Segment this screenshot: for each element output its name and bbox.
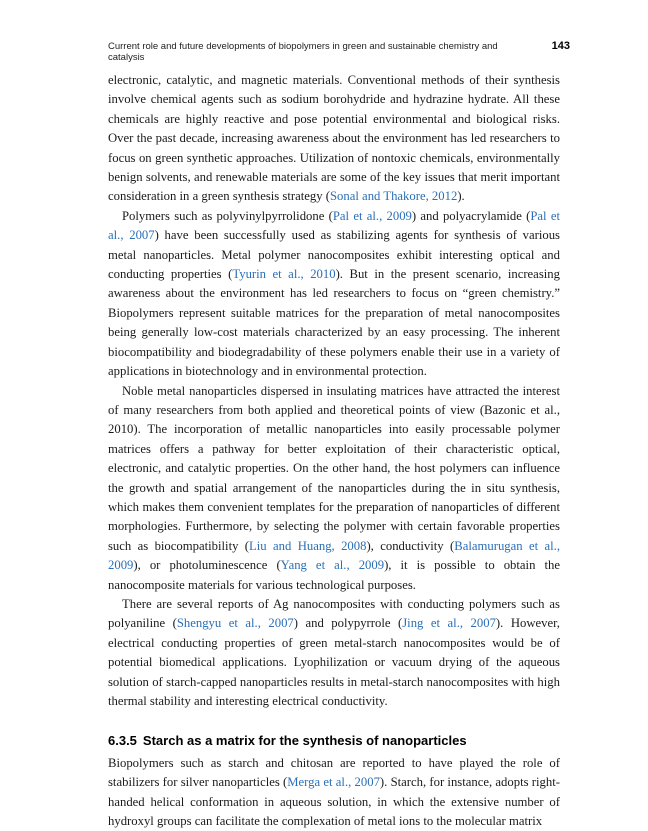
paragraph-2 — [108, 207, 560, 382]
citation-link[interactable]: Tyurin et al., 2010 — [232, 267, 336, 282]
text: Biopolymers such as starch and chitosan are reported to have played the role of stabilizers for silver nanoparticles ( — [108, 755, 560, 790]
running-head-title: Current role and future developments of biopolymers in green and sustainable chemistry and catalysis — [108, 41, 498, 63]
citation-link[interactable]: Merga et al., 2007 — [287, 775, 380, 790]
body-text — [108, 71, 560, 831]
text: Polymers such as polyvinylpyrrolidone ( — [122, 208, 333, 223]
running-head — [108, 40, 570, 63]
paragraph-1 — [108, 71, 560, 207]
paragraph-4 — [108, 595, 560, 711]
text: ). Starch, for instance, adopts right-handed helical conformation in aqueous solution, in which the extensive number of hydroxyl groups can facilitate the complexation of metal ions to the molecular matrix — [108, 775, 560, 829]
citation-link[interactable]: Yang et al., 2009 — [280, 558, 385, 573]
text: ) and polypyrrole ( — [293, 616, 403, 631]
citation-link[interactable]: Balamurugan et al., 2009 — [108, 538, 560, 573]
citation-link[interactable]: Jing et al., 2007 — [402, 616, 496, 631]
section-heading — [108, 731, 560, 750]
paragraph-5 — [108, 754, 560, 831]
text: ), or photoluminescence ( — [133, 558, 281, 573]
text: There are several reports of Ag nanocomposites with conducting polymers such as polyaniline ( — [108, 596, 560, 631]
citation-link[interactable]: Shengyu et al., 2007 — [176, 616, 294, 631]
text: ) and polyacrylamide ( — [411, 208, 531, 223]
text: ) have been successfully used as stabilizing agents for synthesis of various metal nanoparticles. Metal polymer nanocomposites exhibit interesting optical and conducting properties ( — [108, 228, 560, 282]
section-title: Starch as a matrix for the synthesis of nanoparticles — [142, 733, 467, 749]
citation-link[interactable]: Pal et al., 2007 — [108, 208, 560, 243]
paragraph-3 — [108, 382, 560, 595]
text: ), it is possible to obtain the nanocomposite materials for various technological purposes. — [108, 558, 560, 592]
text: ), conductivity ( — [366, 538, 455, 553]
text: ). However, electrical conducting properties of green metal-starch nanocomposites would be of potential biomedical applications. Lyophilization or vacuum drying of the aqueous solution of starch-capped nanoparticles results in metal-starch nanocomposites with high thermal stability and interesting electrical conductivity. — [108, 616, 560, 708]
citation-link[interactable]: Pal et al., 2009 — [332, 208, 412, 223]
text: ). But in the present scenario, increasing awareness about the environment has led researchers to focus on “green chemistry.” Biopolymers represent suitable matrices for the preparation of metal nanocomposites being generally low-cost materials characterized by an easy processing. The inherent biocompatibility and biodegradability of these polymers enable their use in a variety of applications in biotechnology and in environmental protection. — [108, 267, 560, 379]
text: Noble metal nanoparticles dispersed in insulating matrices have attracted the interest of many researchers from both applied and theoretical points of view (Bazonic et al., 2010). The incorporation of metallic nanoparticles into easily processable polymer matrices offers a pathway for better exploitation of their characteristic optical, electronic, and catalytic properties. On the other hand, the host polymers can influence the growth and spatial arrangement of the nanoparticles during the in situ synthesis, which makes them convenient templates for the preparation of nanoparticles of different morphologies. Furthermore, by selecting the polymer with certain favorable properties such as biocompatibility ( — [108, 383, 560, 553]
text: ). — [457, 189, 465, 204]
citation-link[interactable]: Liu and Huang, 2008 — [249, 538, 367, 553]
text: electronic, catalytic, and magnetic materials. Conventional methods of their synthesis involve chemical agents such as sodium borohydride and hydrazine hydrate. All these chemicals are highly reactive and pose potential environmental and biological risks. Over the past decade, increasing awareness about the environment has led researchers to focus on green synthetic approaches. Utilization of nontoxic chemicals, environmentally benign solvents, and renewable materials are some of the key issues that merit important consideration in a green synthesis strategy ( — [108, 73, 560, 204]
section-number: 6.3.5 — [108, 733, 137, 749]
citation-link[interactable]: Sonal and Thakore, 2012 — [329, 189, 458, 204]
page-number: 143 — [551, 40, 570, 52]
